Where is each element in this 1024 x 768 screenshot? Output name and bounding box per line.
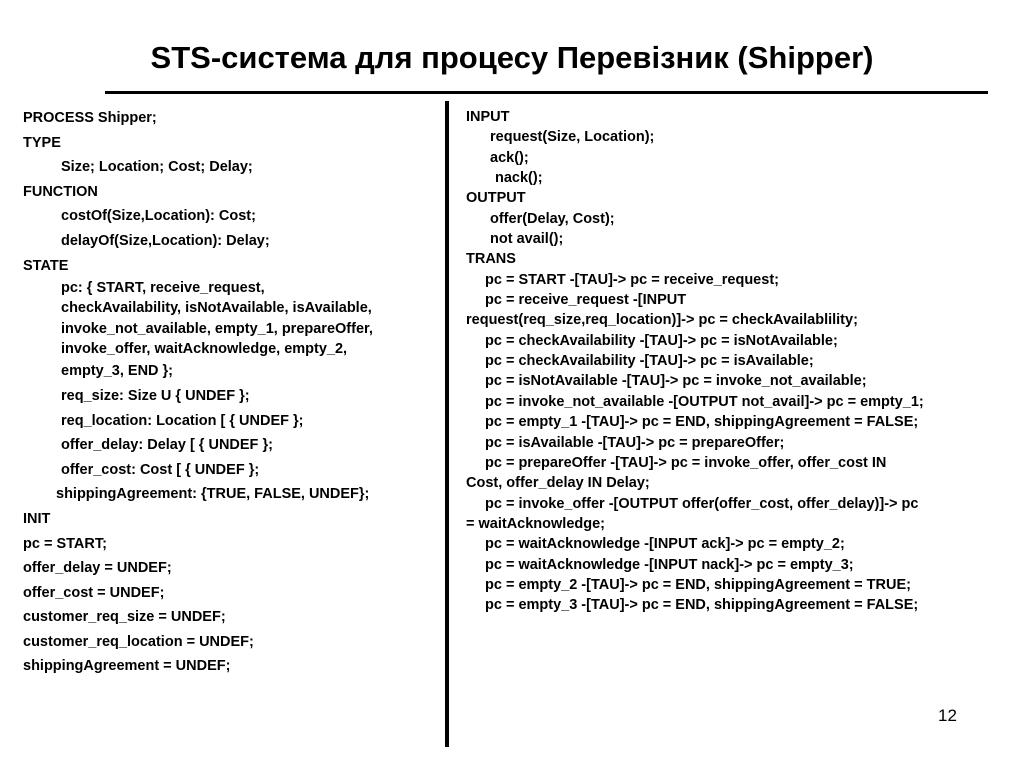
code-line: pc = empty_2 -[TAU]-> pc = END, shippingAgreement = TRUE; (485, 576, 911, 593)
code-line: req_size: Size U { UNDEF }; (61, 387, 250, 404)
slide-title: STS-система для процесу Перевізник (Shipper) (150, 40, 874, 75)
code-line: shippingAgreement: {TRUE, FALSE, UNDEF}; (56, 486, 370, 503)
code-line: STATE (23, 257, 69, 274)
code-line: Cost, offer_delay IN Delay; (466, 475, 650, 492)
code-line: checkAvailability, isNotAvailable, isAvailable, (61, 300, 372, 317)
code-line: customer_req_size = UNDEF; (23, 609, 226, 626)
code-line: customer_req_location = UNDEF; (23, 633, 254, 650)
column-divider (445, 101, 449, 747)
page-number: 12 (938, 706, 957, 725)
code-line: pc = isNotAvailable -[TAU]-> pc = invoke_not_available; (485, 373, 867, 390)
code-line: TYPE (23, 134, 61, 151)
code-line: offer(Delay, Cost); (490, 210, 615, 227)
code-line: pc = checkAvailability -[TAU]-> pc = isAvailable; (485, 353, 814, 370)
transitions-column (466, 107, 924, 616)
code-line: Size; Location; Cost; Delay; (61, 159, 253, 176)
code-line: offer_delay = UNDEF; (23, 560, 172, 577)
code-line: pc = START; (23, 535, 107, 552)
code-line: OUTPUT (466, 190, 526, 207)
code-line: shippingAgreement = UNDEF; (23, 658, 231, 675)
code-line: request(Size, Location); (490, 129, 655, 146)
code-line: pc = invoke_offer -[OUTPUT offer(offer_cost, offer_delay)]-> pc (485, 495, 919, 512)
code-line: req_location: Location [ { UNDEF }; (61, 412, 304, 429)
process-declaration-column (23, 106, 373, 679)
code-line: empty_3, END }; (61, 363, 174, 380)
code-line: pc = waitAcknowledge -[INPUT nack]-> pc = empty_3; (485, 556, 854, 573)
code-line: pc: { START, receive_request, (61, 280, 265, 297)
code-line: nack(); (495, 170, 543, 187)
code-line: ack(); (490, 149, 529, 166)
code-line: = waitAcknowledge; (466, 515, 605, 532)
code-line: pc = START -[TAU]-> pc = receive_request; (485, 271, 779, 288)
code-line: pc = waitAcknowledge -[INPUT ack]-> pc = empty_2; (485, 536, 845, 553)
code-line: INIT (23, 510, 51, 527)
code-line: TRANS (466, 251, 516, 268)
code-line: invoke_not_available, empty_1, prepareOffer, (61, 320, 373, 337)
code-line: pc = receive_request -[INPUT (485, 292, 687, 309)
code-line: delayOf(Size,Location): Delay; (61, 232, 270, 249)
code-line: offer_cost: Cost [ { UNDEF }; (61, 461, 260, 478)
code-line: pc = checkAvailability -[TAU]-> pc = isNotAvailable; (485, 332, 838, 349)
code-line: FUNCTION (23, 183, 98, 200)
code-line: costOf(Size,Location): Cost; (61, 208, 256, 225)
code-line: invoke_offer, waitAcknowledge, empty_2, (61, 341, 348, 358)
code-line: pc = empty_1 -[TAU]-> pc = END, shippingAgreement = FALSE; (485, 414, 919, 431)
code-line: pc = empty_3 -[TAU]-> pc = END, shippingAgreement = FALSE; (485, 597, 919, 614)
code-line: request(req_size,req_location)]-> pc = checkAvailablility; (466, 312, 858, 329)
code-line: offer_delay: Delay [ { UNDEF }; (61, 437, 273, 454)
title-underline (105, 91, 988, 94)
code-line: INPUT (466, 109, 510, 125)
code-line: PROCESS Shipper; (23, 110, 157, 126)
code-line: pc = prepareOffer -[TAU]-> pc = invoke_offer, offer_cost IN (485, 454, 887, 471)
code-line: pc = invoke_not_available -[OUTPUT not_avail]-> pc = empty_1; (485, 393, 924, 410)
code-line: not avail(); (490, 231, 564, 248)
code-line: pc = isAvailable -[TAU]-> pc = prepareOffer; (485, 434, 785, 451)
code-line: offer_cost = UNDEF; (23, 584, 165, 601)
